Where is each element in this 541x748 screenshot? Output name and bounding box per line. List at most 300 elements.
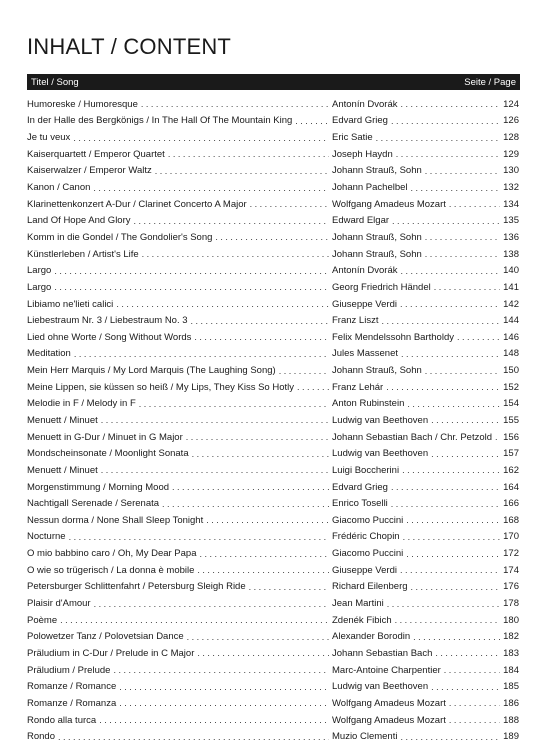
leader-dots [297,382,329,392]
toc-composer-cell [332,515,519,526]
song-title: Präludium in C-Dur / Prelude in C Major [27,647,195,659]
page-number: 182 [503,631,519,643]
toc-entry [27,113,519,130]
composer-name: Luigi Boccherini [332,464,400,476]
page-number: 152 [503,381,519,393]
composer-name: Johann Strauß, Sohn [332,231,422,243]
composer-name: Wolfgang Amadeus Mozart [332,714,446,726]
leader-dots [411,183,500,193]
toc-composer-cell [332,232,519,243]
leader-dots [435,648,500,658]
toc-composer-cell [332,99,519,110]
toc-entry [27,196,519,213]
toc-composer-cell [332,415,519,426]
toc-composer-cell [332,348,519,359]
toc-composer-cell [332,731,519,742]
song-title: Meine Lippen, sie küssen so heiß / My Lips, They Kiss So Hotly [27,381,295,393]
song-title: Je tu veux [27,132,71,144]
leader-dots [215,232,329,242]
composer-name: Johann Strauß, Sohn [332,365,422,377]
leader-dots [495,432,500,442]
composer-name: Richard Eilenberg [332,581,408,593]
composer-name: Giacomo Puccini [332,514,404,526]
song-title: Libiamo ne'lieti calici [27,298,114,310]
toc-entry [27,612,519,629]
page-number: 146 [503,331,519,343]
leader-dots [101,465,329,475]
leader-dots [101,415,329,425]
song-title: Lied ohne Worte / Song Without Words [27,331,192,343]
leader-dots [73,133,329,143]
composer-name: Wolfgang Amadeus Mozart [332,198,446,210]
page-number: 129 [503,148,519,160]
leader-dots [391,116,500,126]
page-number: 183 [503,647,519,659]
song-title: Liebestraum Nr. 3 / Liebestraum No. 3 [27,315,188,327]
toc-entry [27,479,519,496]
toc-composer-cell [332,149,519,160]
leader-dots [99,715,329,725]
leader-dots [192,449,329,459]
toc-entry [27,462,519,479]
song-title: Polowetzer Tanz / Polovetsian Dance [27,631,184,643]
toc-entry [27,229,519,246]
song-title: Menuett in G-Dur / Minuet in G Major [27,431,183,443]
composer-name: Zdenék Fibich [332,614,392,626]
leader-dots [168,149,329,159]
toc-entry [27,212,519,229]
toc-title-cell [27,665,332,676]
leader-dots [139,399,329,409]
song-title: Komm in die Gondel / The Gondolier's Song [27,231,213,243]
toc-composer-cell [332,432,519,443]
song-title: Rondo [27,731,55,743]
toc-composer-cell [332,249,519,260]
leader-dots [403,532,500,542]
leader-dots [391,499,500,509]
toc-composer-cell [332,365,519,376]
page-number: 148 [503,348,519,360]
leader-dots [400,565,500,575]
page-number: 134 [503,198,519,210]
composer-name: Alexander Borodin [332,631,411,643]
composer-name: Anton Rubinstein [332,398,405,410]
composer-name: Giuseppe Verdi [332,564,397,576]
leader-dots [392,216,500,226]
toc-composer-cell [332,498,519,509]
toc-composer-cell [332,215,519,226]
composer-name: Eric Satie [332,132,373,144]
leader-dots [69,532,329,542]
toc-composer-cell [332,715,519,726]
toc-title-cell [27,365,332,376]
toc-title-cell [27,249,332,260]
leader-dots [431,449,500,459]
toc-title-cell [27,631,332,642]
page-number: 138 [503,248,519,260]
leader-dots [250,199,329,209]
page-number: 170 [503,531,519,543]
page-number: 186 [503,697,519,709]
header-title-song: Titel / Song [31,76,79,88]
toc-entry [27,262,519,279]
leader-dots [279,366,329,376]
song-title: Kaiserquartett / Emperor Quartet [27,148,165,160]
toc-composer-cell [332,448,519,459]
page-number: 157 [503,448,519,460]
toc-entry [27,695,519,712]
composer-name: Ludwig van Beethoven [332,681,429,693]
page-title: INHALT / CONTENT [27,34,232,59]
song-title: Plaisir d'Amour [27,598,91,610]
composer-name: Ludwig van Beethoven [332,448,429,460]
toc-title-cell [27,615,332,626]
composer-name: Georg Friedrich Händel [332,281,431,293]
song-title: O mio babbino caro / Oh, My Dear Papa [27,548,197,560]
toc-title-cell [27,581,332,592]
toc-entry [27,512,519,529]
toc-composer-cell [332,465,519,476]
toc-entry [27,678,519,695]
page-number: 176 [503,581,519,593]
toc-entry [27,728,519,745]
composer-name: Franz Lehár [332,381,384,393]
leader-dots [413,632,500,642]
leader-dots [197,565,329,575]
song-title: Mein Herr Marquis / My Lord Marquis (The Laughing Song) [27,365,276,377]
composer-name: Ludwig van Beethoven [332,414,429,426]
page-number: 150 [503,365,519,377]
toc-title-cell [27,565,332,576]
toc-title-cell [27,498,332,509]
toc-composer-cell [332,382,519,393]
leader-dots [431,415,500,425]
composer-name: Frédéric Chopin [332,531,400,543]
song-title: Menuett / Minuet [27,464,98,476]
page-number: 130 [503,165,519,177]
toc-entry [27,495,519,512]
page-number: 140 [503,265,519,277]
toc-composer-cell [332,332,519,343]
song-title: Menuett / Minuet [27,414,98,426]
toc-entry [27,146,519,163]
composer-name: Wolfgang Amadeus Mozart [332,697,446,709]
toc-composer-cell [332,598,519,609]
toc-entry [27,329,519,346]
toc-entry [27,129,519,146]
song-title: Humoreske / Humoresque [27,98,138,110]
song-title: Kanon / Canon [27,182,91,194]
toc-composer-cell [332,265,519,276]
leader-dots [402,465,500,475]
composer-name: Johann Strauß, Sohn [332,248,422,260]
toc-title-cell [27,598,332,609]
page-number: 174 [503,564,519,576]
leader-dots [400,266,500,276]
leader-dots [119,698,329,708]
toc-title-cell [27,315,332,326]
toc-entry [27,346,519,363]
toc-title-cell [27,398,332,409]
composer-name: Jules Massenet [332,348,399,360]
leader-dots [434,282,500,292]
toc-title-cell [27,115,332,126]
song-title: Rondo alla turca [27,714,97,726]
page-number: 136 [503,231,519,243]
leader-dots [407,399,500,409]
composer-name: Jean Martini [332,598,384,610]
page-number: 168 [503,514,519,526]
toc-title-cell [27,265,332,276]
leader-dots [113,665,329,675]
composer-name: Johann Sebastian Bach / Chr. Petzold [332,431,493,443]
toc-title-cell [27,482,332,493]
song-title: Nachtigall Serenade / Serenata [27,498,160,510]
leader-dots [411,582,500,592]
composer-name: Giacomo Puccini [332,548,404,560]
composer-name: Muzio Clementi [332,731,398,743]
leader-dots [406,515,500,525]
toc-composer-cell [332,681,519,692]
toc-composer-cell [332,182,519,193]
toc-composer-cell [332,615,519,626]
toc-composer-cell [332,282,519,293]
leader-dots [200,549,330,559]
toc-entry [27,179,519,196]
song-title: Land Of Hope And Glory [27,215,131,227]
page-number: 132 [503,182,519,194]
toc-composer-cell [332,165,519,176]
song-title: Nocturne [27,531,66,543]
toc-composer-cell [332,565,519,576]
toc-title-cell [27,448,332,459]
leader-dots [94,599,329,609]
page-number: 164 [503,481,519,493]
leader-dots [425,249,500,259]
page-number: 156 [503,431,519,443]
composer-name: Edvard Grieg [332,481,388,493]
song-title: Poème [27,614,58,626]
toc-title-cell [27,715,332,726]
song-title: Mondscheinsonate / Moonlight Sonata [27,448,189,460]
toc-composer-cell [332,548,519,559]
leader-dots [391,482,500,492]
composer-name: Antonín Dvorák [332,265,398,277]
toc-title-cell [27,99,332,110]
toc-title-cell [27,531,332,542]
leader-dots [134,216,329,226]
leader-dots [457,332,500,342]
toc-entry [27,579,519,596]
page-number: 128 [503,132,519,144]
leader-dots [186,432,329,442]
toc-composer-cell [332,531,519,542]
leader-dots [141,99,329,109]
toc-composer-cell [332,665,519,676]
song-title: Romanze / Romanza [27,697,117,709]
leader-dots [194,332,329,342]
page-number: 154 [503,398,519,410]
composer-name: Johann Strauß, Sohn [332,165,422,177]
leader-dots [206,515,329,525]
composer-name: Joseph Haydn [332,148,393,160]
table-of-contents [27,96,519,745]
toc-title-cell [27,232,332,243]
composer-name: Enrico Toselli [332,498,388,510]
toc-entry [27,296,519,313]
composer-name: Franz Liszt [332,315,379,327]
page-number: 155 [503,414,519,426]
toc-title-cell [27,648,332,659]
composer-name: Johann Sebastian Bach [332,647,433,659]
table-header-bar [27,74,520,90]
leader-dots [401,349,500,359]
page-number: 135 [503,215,519,227]
leader-dots [116,299,329,309]
leader-dots [449,698,500,708]
page-number: 166 [503,498,519,510]
toc-composer-cell [332,299,519,310]
toc-title-cell [27,299,332,310]
leader-dots [400,299,500,309]
song-title: Kaiserwalzer / Emperor Waltz [27,165,152,177]
toc-entry [27,379,519,396]
toc-composer-cell [332,581,519,592]
composer-name: Felix Mendelssohn Bartholdy [332,331,454,343]
toc-title-cell [27,548,332,559]
leader-dots [119,682,329,692]
song-title: Meditation [27,348,71,360]
leader-dots [400,732,500,742]
page-number: 124 [503,98,519,110]
toc-composer-cell [332,199,519,210]
song-title: In der Halle des Bergkönigs / In The Hall Of The Mountain King [27,115,293,127]
toc-composer-cell [332,698,519,709]
song-title: Petersburger Schlittenfahrt / Petersburg Sleigh Ride [27,581,246,593]
leader-dots [449,715,500,725]
leader-dots [431,682,500,692]
leader-dots [142,249,329,259]
leader-dots [395,615,500,625]
page-number: 185 [503,681,519,693]
song-title: Melodie in F / Melody in F [27,398,136,410]
leader-dots [54,266,329,276]
toc-title-cell [27,165,332,176]
toc-composer-cell [332,398,519,409]
leader-dots [187,632,329,642]
toc-composer-cell [332,132,519,143]
leader-dots [376,133,500,143]
toc-entry [27,362,519,379]
leader-dots [425,232,500,242]
song-title: Morgenstimmung / Morning Mood [27,481,170,493]
toc-entry [27,96,519,113]
toc-title-cell [27,282,332,293]
leader-dots [381,316,500,326]
song-title: Largo [27,281,52,293]
toc-title-cell [27,215,332,226]
toc-title-cell [27,382,332,393]
page-number: 144 [503,315,519,327]
leader-dots [449,199,500,209]
toc-entry [27,445,519,462]
composer-name: Johann Pachelbel [332,182,408,194]
song-title: O wie so trügerisch / La donna è mobile [27,564,195,576]
toc-title-cell [27,348,332,359]
toc-title-cell [27,132,332,143]
page-number: 142 [503,298,519,310]
leader-dots [93,183,329,193]
toc-title-cell [27,731,332,742]
toc-entry [27,545,519,562]
leader-dots [406,549,500,559]
toc-composer-cell [332,482,519,493]
leader-dots [425,166,500,176]
composer-name: Antonín Dvorák [332,98,398,110]
toc-entry [27,163,519,180]
leader-dots [74,349,329,359]
composer-name: Edward Elgar [332,215,390,227]
composer-name: Marc-Antoine Charpentier [332,664,441,676]
toc-composer-cell [332,115,519,126]
page-number: 141 [503,281,519,293]
toc-title-cell [27,199,332,210]
toc-title-cell [27,432,332,443]
leader-dots [172,482,329,492]
page-number: 172 [503,548,519,560]
song-title: Largo [27,265,52,277]
toc-entry [27,429,519,446]
song-title: Präludium / Prelude [27,664,111,676]
leader-dots [191,316,329,326]
toc-title-cell [27,332,332,343]
toc-title-cell [27,182,332,193]
page-number: 180 [503,614,519,626]
toc-entry [27,279,519,296]
toc-title-cell [27,698,332,709]
toc-composer-cell [332,631,519,642]
page-number: 188 [503,714,519,726]
leader-dots [155,166,329,176]
toc-entry [27,662,519,679]
toc-entry [27,412,519,429]
toc-entry [27,529,519,546]
leader-dots [54,282,329,292]
composer-name: Edvard Grieg [332,115,388,127]
page-number: 184 [503,664,519,676]
page-number: 126 [503,115,519,127]
leader-dots [162,499,329,509]
toc-entry [27,595,519,612]
toc-title-cell [27,465,332,476]
page-number: 178 [503,598,519,610]
leader-dots [387,599,500,609]
header-page: Seite / Page [464,76,516,88]
leader-dots [444,665,500,675]
song-title: Künstlerleben / Artist's Life [27,248,139,260]
song-title: Klarinettenkonzert A-Dur / Clarinet Concerto A Major [27,198,247,210]
toc-entry [27,712,519,729]
toc-title-cell [27,515,332,526]
leader-dots [386,382,500,392]
song-title: Nessun dorma / None Shall Sleep Tonight [27,514,204,526]
composer-name: Giuseppe Verdi [332,298,397,310]
leader-dots [295,116,329,126]
leader-dots [58,732,329,742]
leader-dots [249,582,329,592]
page-number: 162 [503,464,519,476]
leader-dots [60,615,329,625]
